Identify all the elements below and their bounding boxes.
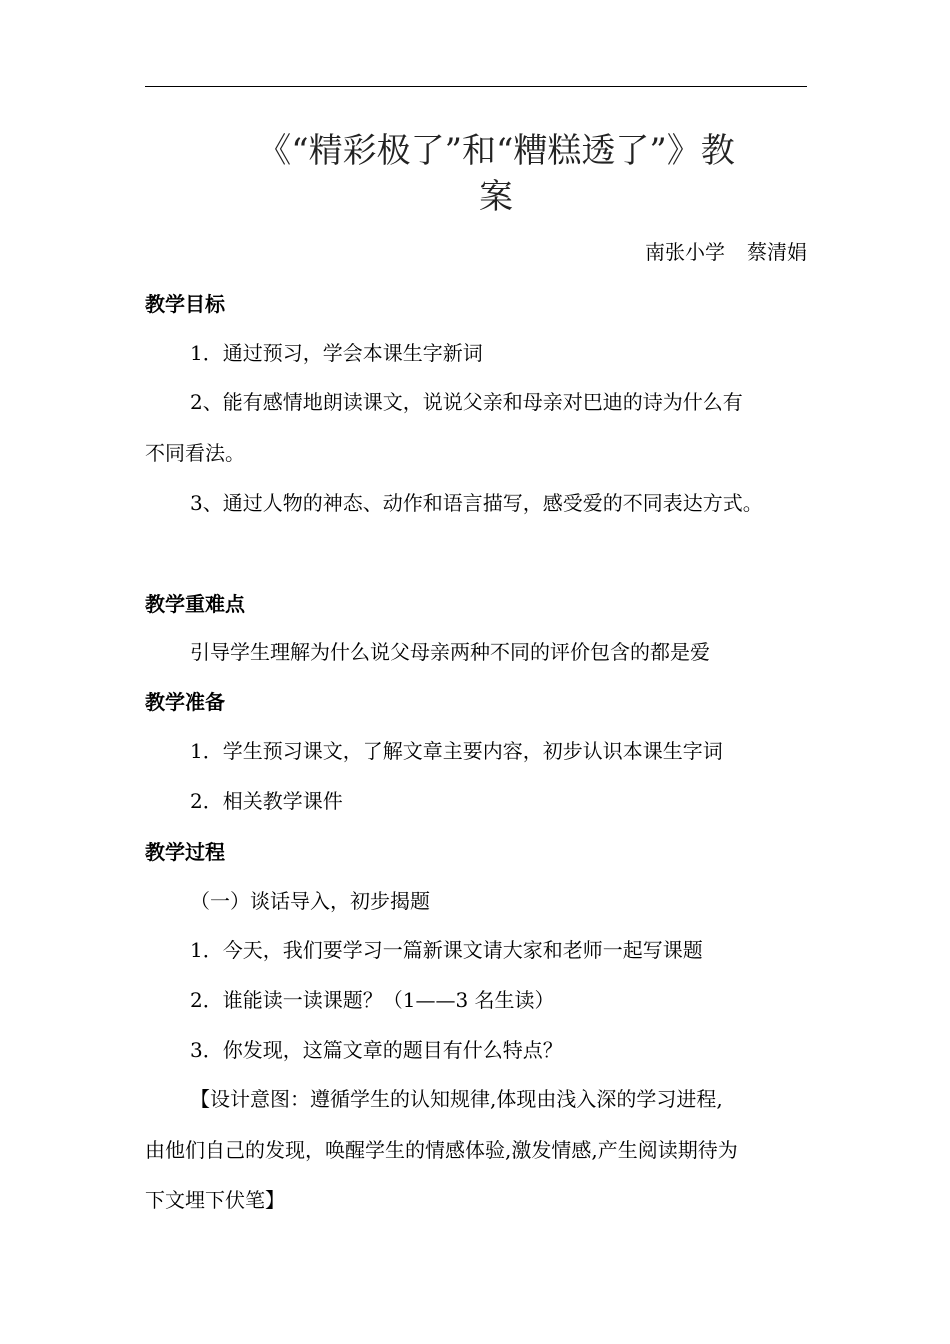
title-line-2: 案 [479, 177, 513, 217]
school-name: 南张小学 [645, 240, 725, 264]
key-points-heading: 教学重难点 [145, 592, 245, 616]
preparation-item-2: 2．相关教学课件 [190, 789, 343, 813]
process-heading: 教学过程 [145, 840, 225, 864]
goal-2: 2、能有感情地朗读课文，说说父亲和母亲对巴迪的诗为什么有 [190, 390, 743, 414]
process-step-title: （一）谈话导入，初步揭题 [190, 889, 430, 913]
design-intent: 【设计意图：遵循学生的认知规律,体现由浅入深的学习进程, [190, 1087, 723, 1111]
preparation-heading: 教学准备 [145, 690, 225, 714]
header-rule [145, 86, 807, 87]
design-intent-continued: 由他们自己的发现，唤醒学生的情感体验,激发情感,产生阅读期待为 [145, 1138, 738, 1162]
goal-2-continued: 不同看法。 [145, 441, 245, 465]
goal-1: 1．通过预习，学会本课生字新词 [190, 341, 483, 365]
process-step-3: 3．你发现，这篇文章的题目有什么特点？ [190, 1038, 563, 1062]
document-title [145, 128, 807, 220]
goal-3: 3、通过人物的神态、动作和语言描写，感受爱的不同表达方式。 [190, 491, 763, 515]
process-step-2: 2．谁能读一读课题？（1——3 名生读） [190, 988, 555, 1012]
teacher-name: 蔡清娟 [747, 240, 807, 264]
design-intent-end: 下文埋下伏笔】 [145, 1188, 285, 1212]
key-points-text: 引导学生理解为什么说父母亲两种不同的评价包含的都是爱 [190, 640, 710, 664]
title-line-1: 《“精彩极了”和“糟糕透了”》教 [257, 131, 735, 171]
author-line [645, 236, 807, 265]
goals-heading: 教学目标 [145, 292, 225, 316]
preparation-item-1: 1．学生预习课文，了解文章主要内容，初步认识本课生字词 [190, 739, 723, 763]
process-step-1: 1．今天，我们要学习一篇新课文请大家和老师一起写课题 [190, 938, 703, 962]
